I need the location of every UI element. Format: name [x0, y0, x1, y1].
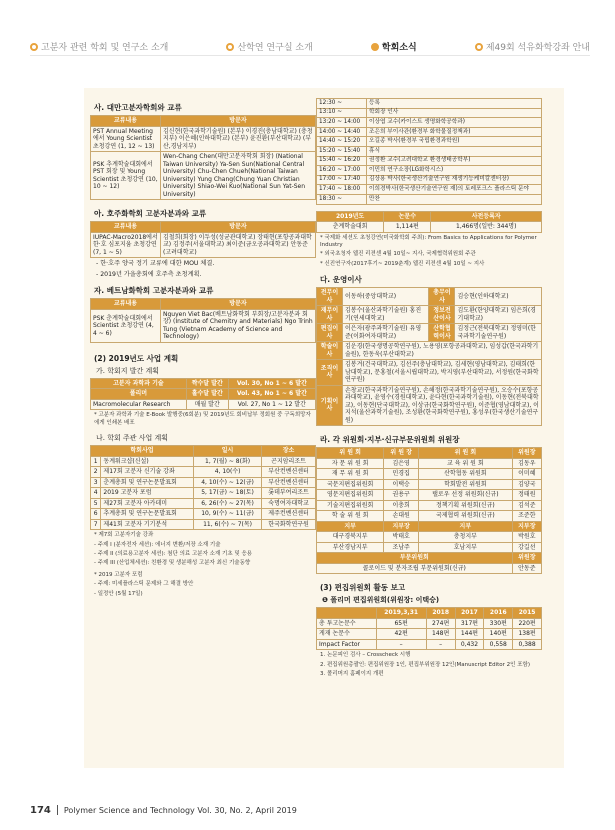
table-row: 16:20 ~ 17:00 이민희 연구소장(LG화학시스) — [317, 166, 542, 176]
section-plan-title: (2) 2019년도 사업 계획 — [94, 353, 179, 363]
journal-table: 고분자 과학과 기술 짝수달 발간 Vol. 30, No 1 ~ 6 발간 폴리머 홀수달 발간 Vol. 43, No 1 ~ 6 발간 Macromolecular Research 매월 발간 Vol. 27, No 1 ~ 12 발간 — [90, 378, 316, 411]
table-row: 7 제41회 고분자 기기분석 11, 6(수) ~ 7(목) 한국화학연구원 — [91, 519, 316, 530]
page-footer — [30, 803, 297, 817]
left-column: 사. 대만고분자학회와 교류 교류내용 방문자 PST Annual Meeting에서 Young Scientist 초청강연 (1, 12 ~ 13) 김신현(한국과학기술원) (본부) 이경진(충남대학교) (충청지부) 이은혜(인하대학교) (본부) 윤진환(부산대학교) (부산,경남지부) PSK 추계학술대회에서 PST 회장 및 Young Scientist 초청강연 (10, 10 ~ 12) Wen-Chang Chen(대만고분자학회 회장) (National Taiwan University) Ya-Sen Sun(National Central University) Chu-Chen Chueh(National Taiwan University) Yung Chang(Chung Yuan Christian University) Shiao-Wei Kuo(National Sun Yat-Sen University) 아. 호주화학회 고분자분과와 교류 교류내용 방문자 IUPAC-Macro2018에서 한·호 심포지움 초청강연 (7, 1 ~ 5) 김철희(회장) 이두성(성균관대학교) 장태현(포항공과대학교) 김정주(서울대학교) 최이준(금오공과대학교) 안동준(고려대학교) - 한·호주 양국 정기 교류에 대한 MOU 체결. - 2019년 가을총회에 호주측 초청계획. 자. 베트남화학회 고분자분과와 교류 교류내용 방문자 PSK 춘계학술대회에서 Scientist 초청강연 (4, 4 ~ 6) Nguyen Viet Bac(베트남화학회 부회장/고분자분과 회장) (Institute of Chemitry and Materials) Ngo Trinh Tung (Vietnam Academy of Science and Technology) (2) 2019년도 사업 계획 가. 학회지 발간 계획 고분자 과학과 기술 짝수달 발간 Vol. 30, No 1 ~ 6 발간 폴리머 홀수달 발간 Vol. 43, No 1 ~ 6 발간 Macromolecular Research 매월 발간 Vol. 27, No 1 ~ 12 발간 * 고분자 과학과 기술 E-Book 발행중(6회분) 및 2019년도 회비납부 정회원 중 구독희망자에게 인쇄본 배포 나. 학회 주관 사업 계획 학회사업 일시 장소 1 동계워크샵(신설) 1, 7(월) ~ 8(화) 곤지암리조트 2 제17회 고분자 신기술 강좌 4, 10(수) 부산컨벤션센터 3 춘계총회 및 연구논문발표회 4, 10(수) ~ 12(금) 부산컨벤션센터 4 2019 고분자 포럼 5, 17(금) ~ 18(토) 롯데부여리조트 5 제27회 고분자 아카데미 6, 26(수) ~ 27(목) 숙명여자대학교 6 추계총회 및 연구논문발표회 10, 9(수) ~ 11(금) 제주컨벤션센터 7 제41회 고분자 기기분석 11, 6(수) ~ 7(목) 한국화학연구원 * 제7회 고분자기술 강좌 - 주제 I (분자전자 세션): 에너지 변환/저장 소재 기술 - 주제 II (의료용고분자 세션): 첨단 의료 고분자 소재 기초 및 응용 - 주제 III (산업체세션): 친환경 및 생분해성 고분자 최신 기술동향 * 2019 고분자 포럼 - 주제: 미세플라스틱 문제와 그 해결 방안 - 일정안 (5월 17일) — [90, 98, 316, 598]
taiwan-table: 교류내용 방문자 PST Annual Meeting에서 Young Scientist 초청강연 (1, 12 ~ 13) 김신현(한국과학기술원) (본부) 이경진(충남대학교) (충청지부) 이은혜(인하대학교) (본부) 윤진환(부산대학교) (부산,경남지부) PSK 추계학술대회에서 PST 회장 및 Young Scientist 초청강연 (10, 10 ~ 12) Wen-Chang Chen(대만고분자학회 회장) (National Taiwan University) Ya-Sen Sun(National Central University) Chu-Chen Chueh(National Taiwan University) Yung Chang(Chung Yuan Christian University) Shiao-Wei Kuo(National Sun Yat-Sen University) — [90, 115, 316, 200]
content-page — [84, 88, 564, 768]
table-row: 15:20 ~ 15:40 휴식 — [317, 146, 542, 156]
vietnam-table: 교류내용 방문자 PSK 춘계학술대회에서 Scientist 초청강연 (4, 4 ~ 6) Nguyen Viet Bac(베트남화학회 부회장/고분자분과 회장) (Institute of Chemitry and Materials) Ngo Trinh Tung (Vietnam Academy of Science and Technology) — [90, 298, 316, 343]
editorial-table: 2019,3,31 2018 2017 2016 2015 총 투고논문수 65편 274편 317편 330편 220편 게재 논문수 42편 148편 144편 140편 138편 Impact Factor – – 0,432 0,558 0,388 — [316, 607, 542, 650]
table-row: 15:40 ~ 16:20 권정환 교수(고려대학교 환경생태공학부) — [317, 156, 542, 166]
nav-dot-icon — [371, 43, 379, 51]
events-table: 학회사업 일시 장소 1 동계워크샵(신설) 1, 7(월) ~ 8(화) 곤지암리조트 2 제17회 고분자 신기술 강좌 4, 10(수) 부산컨벤션센터 3 춘계총회 및 연구논문발표회 4, 10(수) ~ 12(금) 부산컨벤션센터 4 2019 고분자 포럼 5, 17(금) ~ 18(토) 롯데부여리조트 5 제27회 고분자 아카데미 6, 26(수) ~ 27(목) 숙명여자대학교 6 추계총회 및 연구논문발표회 10, 9(수) ~ 11(금) 제주컨벤션센터 7 제41회 고분자 기기분석 11, 6(수) ~ 7(목) 한국화학연구원 — [90, 445, 316, 530]
nav-dot-icon — [475, 43, 483, 51]
directors-table: 전무이사 이동하(중앙대학교) 총무이사 김승현(인하대학교) 재무이사 김봉수(울산과학기술원) 홍진기(연세대학교) 정보전산이사 김도환(한양대학교) 임은희(경기대학교) 편집이사 이은자(광주과학기술원) 유영준(이화여자대학교) 산학협력이사 김정근(전북대학교) 정영미(한국과학기술연구원) 학술이사 김운경(한국생명공학연구원), 노용영(포항공과대학교), 임성갑(한국과학기술원), 한동욱(부산대학교) 조직이사 김봉겨(건국대학교), 김선주(충남대학교), 김세현(영남대학교), 김태희(한남대학교), 문홍철(서울시립대학교), 박지영(부산대학교), 서정원(한국화학연구원) 기획이사 손창교(한국과학기술연구원), 손해정(한국과학기술연구원), 오승수(포항공과대학교), 윤영수(경원대학교), 윤다현(한국과학기술원), 이동현(전북대학교), 이동현(단국대학교), 이상규(한국화학연구원), 이준협(영남대학교), 이지석(울산과학기술원), 조성환(한국화학연구원), 홍성우(한국생산기술연구원) — [316, 287, 542, 426]
section-editorial-title: (3) 편집위원회 활동 보고 — [320, 583, 406, 593]
nav-item-course[interactable]: 제49회 석유화학강좌 안내 — [475, 40, 590, 53]
conference-stats-table: 2019년도 논문수 사전등록자 춘계학술대회 1,114편 1,466명(일반: 344명) — [316, 211, 542, 233]
divider — [57, 805, 58, 815]
table-row: 4 2019 고분자 포럼 5, 17(금) ~ 18(토) 롯데부여리조트 — [91, 488, 316, 499]
table-row: 17:00 ~ 17:40 김상용 박사(한국생산기술연구원 재생기능케미칼센터장) — [317, 175, 542, 185]
nav-item-news[interactable]: 학회소식 — [371, 40, 417, 53]
table-row: 18:30 ~ 만찬 — [317, 194, 542, 204]
section-australia-title: 아. 호주화학회 고분자분과와 교류 — [94, 209, 207, 218]
page-number: 174 — [30, 804, 51, 816]
table-row: 13:10 ~ 학회장 인사 — [317, 108, 542, 118]
nav-item-labs[interactable]: 산학연 연구실 소개 — [226, 40, 312, 53]
table-row: 5 제27회 고분자 아카데미 6, 26(수) ~ 27(목) 숙명여자대학교 — [91, 498, 316, 509]
nav-dot-icon — [30, 43, 38, 51]
australia-table: 교류내용 방문자 IUPAC-Macro2018에서 한·호 심포지움 초청강연 (7, 1 ~ 5) 김철희(회장) 이두성(성균관대학교) 장태현(포항공과대학교) 김정주(서울대학교) 최이준(금오공과대학교) 안동준(고려대학교) — [90, 221, 316, 258]
journal-citation: Polymer Science and Technology Vol. 30, No. 2, April 2019 — [63, 805, 297, 815]
table-row: 1 동계워크샵(신설) 1, 7(월) ~ 8(화) 곤지암리조트 — [91, 456, 316, 467]
table-row: 13:20 ~ 14:00 이상엽 교수(카이스트 생명화학공학과) — [317, 118, 542, 128]
section-taiwan-title: 사. 대만고분자학회와 교류 — [94, 103, 182, 112]
table-row: 14:40 ~ 15:20 오길종 박사(환경부 국립환경과학원) — [317, 137, 542, 147]
table-row: 17:40 ~ 18:00 이희경박사(한국생산기술연구원 재)의 토레포크스 플라스틱 문야 — [317, 185, 542, 195]
table-row: 12:30 ~ 등록 — [317, 99, 542, 109]
table-row: 6 추계총회 및 연구논문발표회 10, 9(수) ~ 11(금) 제주컨벤션센터 — [91, 509, 316, 520]
section-directors-title: 다. 운영이사 — [320, 275, 362, 285]
nav-item-societies[interactable]: 고분자 관련 학회 및 연구소 소개 — [30, 40, 168, 53]
section-vietnam-title: 자. 베트남화학회 고분자분과와 교류 — [94, 286, 214, 296]
table-row: 2 제17회 고분자 신기술 강좌 4, 10(수) 부산컨벤션센터 — [91, 467, 316, 478]
right-column: 12:30 ~ 등록 13:10 ~ 학회장 인사 13:20 ~ 14:00 이상엽 교수(카이스트 생명화학공학과) 14:00 ~ 14:40 조은희 부이사관(환경부 화학물질정책과) 14:40 ~ 15:20 오길종 박사(환경부 국립환경과학원) 15:20 ~ 15:40 휴식 15:40 ~ 16:20 권정환 교수(고려대학교 환경생태공학부) 16:20 ~ 17:00 이민희 연구소장(LG화학시스) 17:00 ~ 17:40 김상용 박사(한국생산기술연구원 재생기능케미칼센터장) 17:40 ~ 18:00 이희경박사(한국생산기술연구원 재)의 토레포크스 플라스틱 문야 18:30 ~ 만찬 2019년도 논문수 사전등록자 춘계학술대회 1,114편 1,466명(일반: 344명) * 국제화 세션도 초청강연(미국화학회 주최): From Basics to Applications for Polymer Industry * 외국초청자 웹진 리젼센 4월 10일~ 지사, 국제협력위원회 주관 * 신진연구자(2017후기~ 2019춘계) 웹진 리젼센 4월 10일 ~ 지사 다. 운영이사 전무이사 이동하(중앙대학교) 총무이사 김승현(인하대학교) 재무이사 김봉수(울산과학기술원) 홍진기(연세대학교) 정보전산이사 김도환(한양대학교) 임은희(경기대학교) 편집이사 이은자(광주과학기술원) 유영준(이화여자대학교) 산학협력이사 김정근(전북대학교) 정영미(한국과학기술연구원) 학술이사 김운경(한국생명공학연구원), 노용영(포항공과대학교), 임성갑(한국과학기술원), 한동욱(부산대학교) 조직이사 김봉겨(건국대학교), 김선주(충남대학교), 김세현(영남대학교), 김태희(한남대학교), 문홍철(서울시립대학교), 박지영(부산대학교), 서정원(한국화학연구원) 기획이사 손창교(한국과학기술연구원), 손해정(한국과학기술연구원), 오승수(포항공과대학교), 윤영수(경원대학교), 윤다현(한국과학기술원), 이동현(전북대학교), 이동현(단국대학교), 이상규(한국화학연구원), 이준협(영남대학교), 이지석(울산과학기술원), 조성환(한국화학연구원), 홍성우(한국생산기술연구원) 라. 각 위원회·지부·신규부문위원회 위원장 위 원 회 위 원 장 위 원 회 위원장 자 문 위 원 회 김은영 교 육 위 원 회 김동우 재 무 위 원 회 민경집 산학협동 위원회 이미혜 국문지편집위원회 이택승 학회발전 위원회 김양국 영문지편집위원회 권용구 탤로우 선정 위원회(신규) 정태원 기술지편집위원회 이충희 정책기획 위원회(신규) 김석준 학 술 위 원 회 손대원 국제협력 위원회(신규) 조준한 지부 지부장 지부 지부장 대구경북지부 박태호 충청지부 박원호 부산경남지부 조남주 호남지부 강길선 부문위원회 위원장 콜로이드 및 분자조립 부문위원회(신규) 안동준 (3) 편집위원회 활동 보고 ❶ 폴리머 편집위원회(위원장: 이택승) 2019,3,31 2018 2017 2016 2015 총 투고논문수 65편 274편 317편 330편 220편 게재 논문수 42편 148편 144편 140편 138편 Impact Factor – – 0,432 0,558 0,388 1. 논문피인 검사 – Crosscheck 시행 2. 편집위원총괄인: 편집위원장 1인, 편집부위원장 12인(Manuscript Editor 2인 포함) 3. 폴리머지 홈페이지 개편 — [316, 98, 542, 678]
forum-schedule-table — [316, 98, 542, 205]
committees-table: 위 원 회 위 원 장 위 원 회 위원장 자 문 위 원 회 김은영 교 육 위 원 회 김동우 재 무 위 원 회 민경집 산학협동 위원회 이미혜 국문지편집위원회 이택승 학회발전 위원회 김양국 영문지편집위원회 권용구 탤로우 선정 위원회(신규) 정태원 기술지편집위원회 이충희 정책기획 위원회(신규) 김석준 학 술 위 원 회 손대원 국제협력 위원회(신규) 조준한 지부 지부장 지부 지부장 대구경북지부 박태호 충청지부 박원호 부산경남지부 조남주 호남지부 강길선 부문위원회 위원장 콜로이드 및 분자조립 부문위원회(신규) 안동준 — [316, 447, 542, 574]
section-committees-title: 라. 각 위원회·지부·신규부문위원회 위원장 — [320, 435, 460, 445]
top-nav — [30, 38, 590, 56]
table-row: 3 춘계총회 및 연구논문발표회 4, 10(수) ~ 12(금) 부산컨벤션센터 — [91, 477, 316, 488]
table-row: 14:00 ~ 14:40 조은희 부이사관(환경부 화학물질정책과) — [317, 127, 542, 137]
nav-dot-icon — [226, 43, 234, 51]
